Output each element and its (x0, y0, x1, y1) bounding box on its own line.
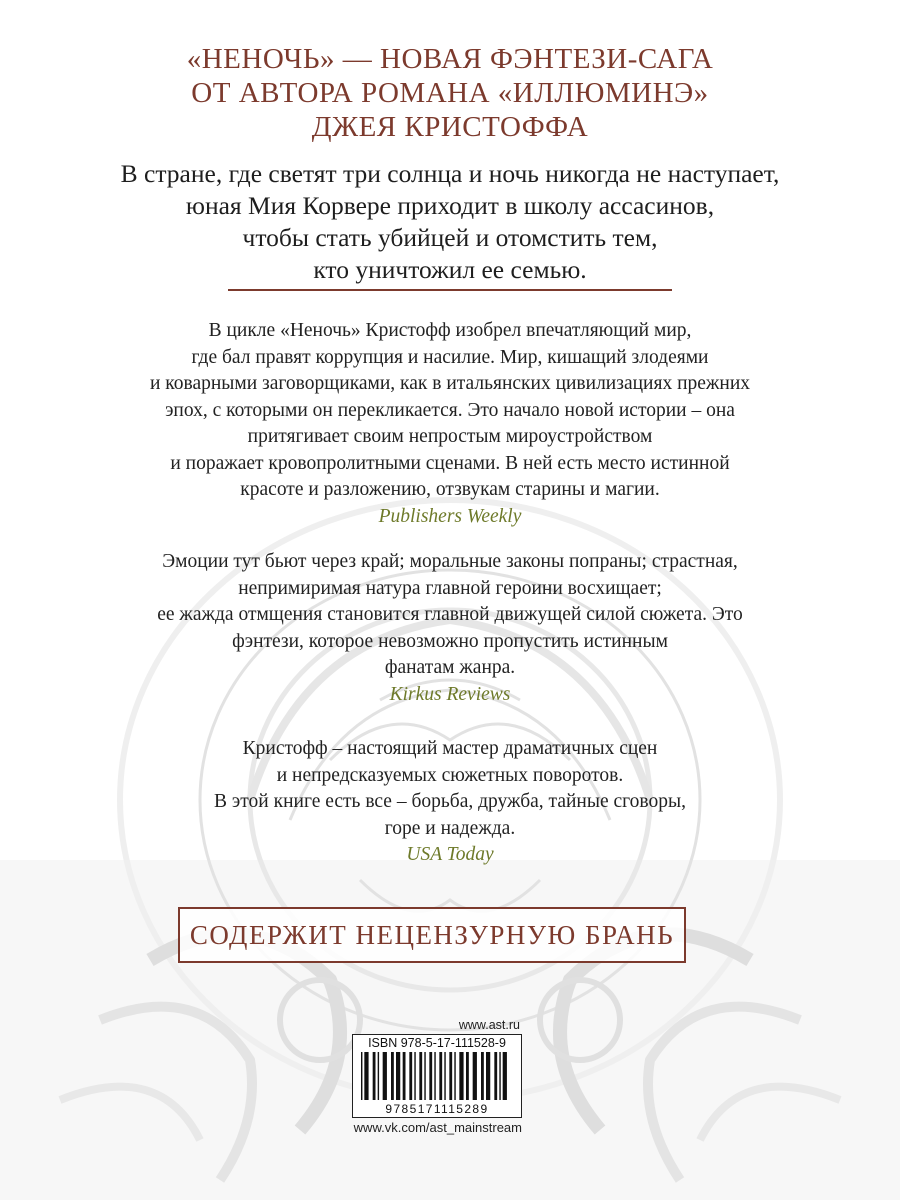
barcode-bar (439, 1052, 442, 1100)
barcode-bar (449, 1052, 452, 1100)
content-warning-box: СОДЕРЖИТ НЕЦЕНЗУРНУЮ БРАНЬ (178, 907, 686, 963)
social-link: www.vk.com/ast_mainstream (353, 1120, 522, 1135)
review-line: Кристофф – настоящий мастер драматичных сцен (242, 738, 658, 759)
barcode-box (352, 1034, 522, 1118)
review-kirkus-reviews (40, 549, 860, 708)
review-line: горе и надежда. (384, 817, 516, 839)
review-line: где бал правят коррупция и насилие. Мир, кишащий злодеями (191, 346, 709, 368)
barcode-bar (444, 1052, 445, 1100)
headline-line: ОТ АВТОРА РОМАНА «ИЛЛЮМИНЭ» (191, 77, 709, 109)
review-source: Publishers Weekly (378, 505, 522, 527)
barcode-bar (364, 1052, 368, 1100)
review-line: непримиримая натура главной героини восхищает; (238, 577, 662, 599)
review-line: фанатам жанра. (384, 657, 516, 678)
barcode-bar (396, 1052, 400, 1100)
barcode-bar (459, 1052, 463, 1100)
barcode-bars (359, 1052, 515, 1100)
review-usa-today (40, 736, 860, 869)
review-line: В этой книге есть все – борьба, дружба, тайные сговоры, (214, 791, 686, 812)
barcode-bar (414, 1052, 415, 1100)
barcode-bar (424, 1052, 425, 1100)
barcode-bar (378, 1052, 379, 1100)
divider-rule (228, 289, 672, 291)
lead-line: кто уничтожил ее семью. (313, 255, 587, 284)
barcode-digits: 9785171115289 (385, 1102, 489, 1116)
lead-line: В стране, где светят три солнца и ночь никогда не наступает, (120, 159, 780, 188)
barcode-bar (481, 1052, 484, 1100)
isbn-label: ISBN 978-5-17-111528-9 (368, 1036, 506, 1050)
review-line: фэнтези, которое невозможно пропустить истинным (232, 630, 668, 652)
barcode-bar (434, 1052, 435, 1100)
review-publishers-weekly (40, 318, 860, 530)
review-line: В цикле «Неночь» Кристофф изобрел впечатляющий мир, (208, 320, 692, 341)
barcode-bar (494, 1052, 497, 1100)
review-line: ее жажда отмщения становится главной движущей силой сюжета. Это (157, 604, 743, 625)
barcode-bar (373, 1052, 376, 1100)
review-line: притягивает своим непростым мироустройством (247, 426, 653, 447)
headline-line: «НЕНОЧЬ» — НОВАЯ ФЭНТЕЗИ-САГА (186, 43, 714, 75)
lead-line: чтобы стать убийцей и отомстить тем, (242, 223, 658, 252)
barcode-bar (454, 1052, 455, 1100)
barcode-bar (503, 1052, 507, 1100)
publisher-website: www.ast.ru (458, 1018, 520, 1032)
barcode-bar (486, 1052, 490, 1100)
review-line: эпох, с которыми он перекликается. Это начало новой истории – она (165, 399, 735, 421)
review-line: и коварными заговорщиками, как в итальянских цивилизациях прежних (149, 373, 751, 394)
review-line: красоте и разложению, отзвукам старины и магии. (240, 479, 660, 500)
barcode-bar (466, 1052, 469, 1100)
barcode-bar (419, 1052, 422, 1100)
review-line: и непредсказуемых сюжетных поворотов. (276, 764, 624, 786)
barcode-bar (361, 1052, 362, 1100)
lead-paragraph (40, 158, 860, 286)
lead-line: юная Мия Корвере приходит в школу ассасинов, (185, 191, 715, 220)
barcode-bar (391, 1052, 394, 1100)
barcode-bar (429, 1052, 432, 1100)
barcode-bar (383, 1052, 387, 1100)
barcode-bar (409, 1052, 412, 1100)
headline-line: ДЖЕЯ КРИСТОФФА (311, 111, 589, 143)
review-source: Kirkus Reviews (389, 683, 511, 705)
headline (40, 42, 860, 144)
barcode-bar (403, 1052, 406, 1100)
barcode-bar (473, 1052, 477, 1100)
barcode-bar (499, 1052, 500, 1100)
review-line: и поражает кровопролитными сценами. В ней есть место истинной (170, 452, 730, 474)
review-source: USA Today (406, 844, 494, 865)
review-line: Эмоции тут бьют через край; моральные законы попраны; страстная, (162, 551, 738, 572)
